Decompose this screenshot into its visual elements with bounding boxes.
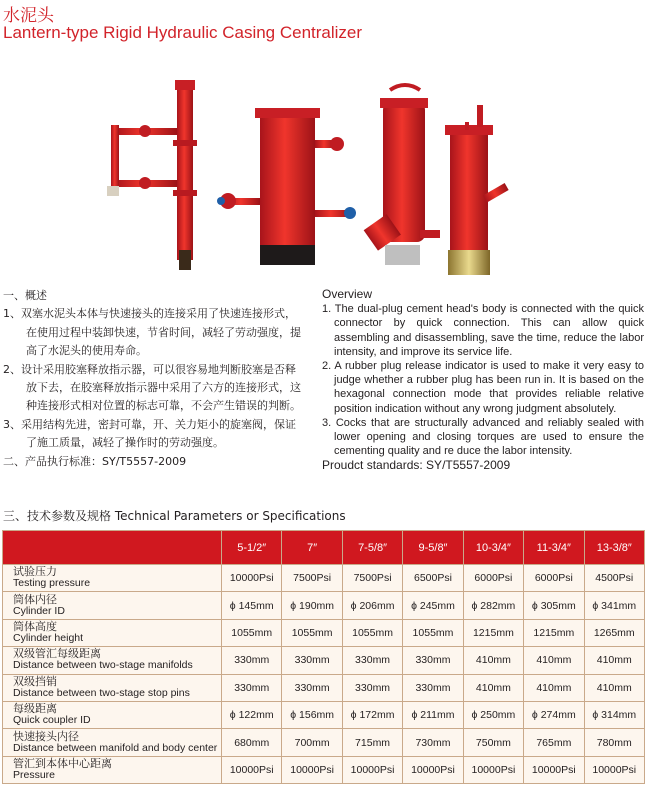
spec-row-label-cn: 筒体内径 bbox=[13, 593, 57, 606]
overview-cn-item: 3、采用结构先进，密封可靠，开、关力矩小的旋塞阀，保证了施工质量，减轻了操作时的劳动强度。 bbox=[3, 417, 296, 450]
spec-cell: 410mm bbox=[584, 674, 644, 701]
spec-cell: 6500Psi bbox=[403, 565, 463, 592]
spec-cell: 10000Psi bbox=[342, 756, 402, 783]
spec-row bbox=[3, 674, 645, 701]
spec-cell: 10000Psi bbox=[463, 756, 523, 783]
spec-row-label-cn: 双级管汇每级距离 bbox=[13, 648, 101, 661]
spec-cell: ϕ 206mm bbox=[342, 592, 402, 619]
spec-row-label-cn: 双级挡销 bbox=[13, 675, 57, 688]
spec-column-header: 7″ bbox=[282, 531, 342, 565]
spec-cell: 1055mm bbox=[342, 619, 402, 646]
spec-cell: 330mm bbox=[282, 674, 342, 701]
spec-cell: 330mm bbox=[403, 647, 463, 674]
overview-en-item: 1. The dual-plug cement head's body is connected with the quick connector by quick connection. This can allow quick assembling and disassembling, save the time, reduce the labor intensity, and improve its service life. bbox=[322, 303, 644, 358]
spec-row-label-cn: 管汇到本体中心距离 bbox=[13, 757, 112, 770]
spec-cell: ϕ 211mm bbox=[403, 701, 463, 728]
spec-cell: 1215mm bbox=[524, 619, 584, 646]
spec-cell: 10000Psi bbox=[282, 756, 342, 783]
spec-row-label-en: Testing pressure bbox=[13, 577, 91, 590]
spec-row-label-en: Quick coupler ID bbox=[13, 714, 91, 727]
spec-cell: 1055mm bbox=[222, 619, 282, 646]
spec-column-header: 9-5/8″ bbox=[403, 531, 463, 565]
spec-cell: ϕ 145mm bbox=[222, 592, 282, 619]
spec-section-title: 三、技术参数及规格 Technical Parameters or Specifications bbox=[3, 509, 346, 523]
spec-row-label-cn: 筒体高度 bbox=[13, 620, 57, 633]
spec-cell: 680mm bbox=[222, 729, 282, 756]
spec-row-label-cn: 试验压力 bbox=[13, 566, 57, 579]
spec-header-corner bbox=[3, 531, 222, 565]
spec-cell: 10000Psi bbox=[222, 756, 282, 783]
spec-cell: 410mm bbox=[524, 647, 584, 674]
spec-row bbox=[3, 619, 645, 646]
spec-column-header: 5-1/2″ bbox=[222, 531, 282, 565]
spec-cell: 410mm bbox=[524, 674, 584, 701]
spec-row-label bbox=[3, 619, 222, 646]
spec-column-header: 13-3/8″ bbox=[584, 531, 644, 565]
spec-cell: 330mm bbox=[403, 674, 463, 701]
spec-cell: 410mm bbox=[584, 647, 644, 674]
spec-cell: 330mm bbox=[222, 647, 282, 674]
spec-cell: 700mm bbox=[282, 729, 342, 756]
spec-cell: 330mm bbox=[342, 674, 402, 701]
spec-row-label bbox=[3, 592, 222, 619]
spec-cell: ϕ 122mm bbox=[222, 701, 282, 728]
spec-cell: 715mm bbox=[342, 729, 402, 756]
overview-en bbox=[322, 287, 644, 473]
spec-cell: 730mm bbox=[403, 729, 463, 756]
overview-en-heading: Overview bbox=[322, 287, 373, 301]
spec-cell: ϕ 305mm bbox=[524, 592, 584, 619]
spec-cell: ϕ 274mm bbox=[524, 701, 584, 728]
spec-column-header: 11-3/4″ bbox=[524, 531, 584, 565]
cement-head-quick-coupler bbox=[445, 105, 509, 275]
spec-cell: 1055mm bbox=[282, 619, 342, 646]
product-standard-en: Proudct standards: SY/T5557-2009 bbox=[322, 458, 511, 473]
spec-row bbox=[3, 701, 645, 728]
spec-cell: 10000Psi bbox=[222, 565, 282, 592]
spec-row-label-cn: 快速接头内径 bbox=[13, 730, 79, 743]
spec-row-label-en: Distance between two-stage stop pins bbox=[13, 686, 190, 699]
spec-row-label bbox=[3, 729, 222, 756]
spec-cell: 780mm bbox=[584, 729, 644, 756]
cement-head-indicator bbox=[364, 85, 440, 265]
cement-head-manifold bbox=[107, 80, 197, 270]
spec-row bbox=[3, 592, 645, 619]
spec-row-label-en: Cylinder ID bbox=[13, 604, 65, 617]
spec-row-label-en: Cylinder height bbox=[13, 631, 84, 644]
spec-row-label bbox=[3, 756, 222, 783]
spec-cell: ϕ 172mm bbox=[342, 701, 402, 728]
spec-column-header: 10-3/4″ bbox=[463, 531, 523, 565]
spec-row bbox=[3, 756, 645, 783]
spec-cell: 1265mm bbox=[584, 619, 644, 646]
spec-cell: 765mm bbox=[524, 729, 584, 756]
spec-cell: 7500Psi bbox=[282, 565, 342, 592]
spec-row-label-en: Distance between two-stage manifolds bbox=[13, 659, 193, 672]
spec-cell: 10000Psi bbox=[403, 756, 463, 783]
overview-cn-heading: 一、概述 bbox=[3, 289, 47, 302]
spec-column-header: 7-5/8″ bbox=[342, 531, 402, 565]
spec-table bbox=[2, 530, 645, 784]
spec-cell: ϕ 282mm bbox=[463, 592, 523, 619]
spec-header-row bbox=[3, 531, 645, 565]
spec-cell: 7500Psi bbox=[342, 565, 402, 592]
page-title-en: Lantern-type Rigid Hydraulic Casing Centralizer bbox=[3, 23, 363, 42]
spec-row-label-en: Distance between manifold and body center bbox=[13, 741, 218, 754]
spec-cell: 330mm bbox=[342, 647, 402, 674]
spec-row-label bbox=[3, 565, 222, 592]
spec-cell: ϕ 245mm bbox=[403, 592, 463, 619]
spec-cell: 6000Psi bbox=[524, 565, 584, 592]
overview-cn-item: 2、设计采用胶塞释放指示器，可以很容易地判断胶塞是否释放下去，在胶塞释放指示器中采用了六方的连接形式，这种连接形式相对位置的标志可靠，不会产生错误的判断。 bbox=[3, 362, 301, 413]
spec-cell: 6000Psi bbox=[463, 565, 523, 592]
spec-row-label-cn: 每级距离 bbox=[13, 703, 57, 716]
spec-cell: 750mm bbox=[463, 729, 523, 756]
spec-cell: 410mm bbox=[463, 674, 523, 701]
spec-row-label bbox=[3, 701, 222, 728]
spec-cell: 330mm bbox=[222, 674, 282, 701]
spec-row-label-en: Pressure bbox=[13, 768, 56, 781]
page-title-cn: 水泥头 bbox=[3, 6, 54, 26]
spec-row bbox=[3, 729, 645, 756]
overview-en-item: 3. Cocks that are structurally advanced and reliably sealed with lower opening and closing torques are used to ensure the cementing quality and re duce the labor intensity. bbox=[322, 416, 644, 458]
spec-cell: ϕ 250mm bbox=[463, 701, 523, 728]
overview-cn bbox=[3, 287, 303, 471]
spec-row bbox=[3, 647, 645, 674]
spec-cell: 1215mm bbox=[463, 619, 523, 646]
spec-cell: 10000Psi bbox=[584, 756, 644, 783]
spec-cell: ϕ 314mm bbox=[584, 701, 644, 728]
spec-cell: ϕ 341mm bbox=[584, 592, 644, 619]
overview-en-item: 2. A rubber plug release indicator is used to make it very easy to judge whether a rubber plug has been run in. It is based on the hexagonal connection mode that provides reliable relative position indication without any wrong judgment absolutely. bbox=[322, 360, 644, 415]
spec-row-label bbox=[3, 674, 222, 701]
spec-row-label bbox=[3, 647, 222, 674]
spec-cell: ϕ 156mm bbox=[282, 701, 342, 728]
spec-cell: 10000Psi bbox=[524, 756, 584, 783]
overview-cn-item: 1、双塞水泥头本体与快速接头的连接采用了快速连接形式，在使用过程中装卸快速，节省时间，减轻了劳动强度，提高了水泥头的使用寿命。 bbox=[3, 307, 301, 358]
product-standard-cn: 二、产品执行标准：SY/T5557-2009 bbox=[3, 454, 187, 468]
spec-row bbox=[3, 565, 645, 592]
spec-cell: ϕ 190mm bbox=[282, 592, 342, 619]
cement-head-cylinder bbox=[217, 108, 356, 265]
spec-cell: 1055mm bbox=[403, 619, 463, 646]
spec-cell: 330mm bbox=[282, 647, 342, 674]
spec-cell: 4500Psi bbox=[584, 565, 644, 592]
spec-cell: 410mm bbox=[463, 647, 523, 674]
product-photo bbox=[105, 80, 517, 278]
